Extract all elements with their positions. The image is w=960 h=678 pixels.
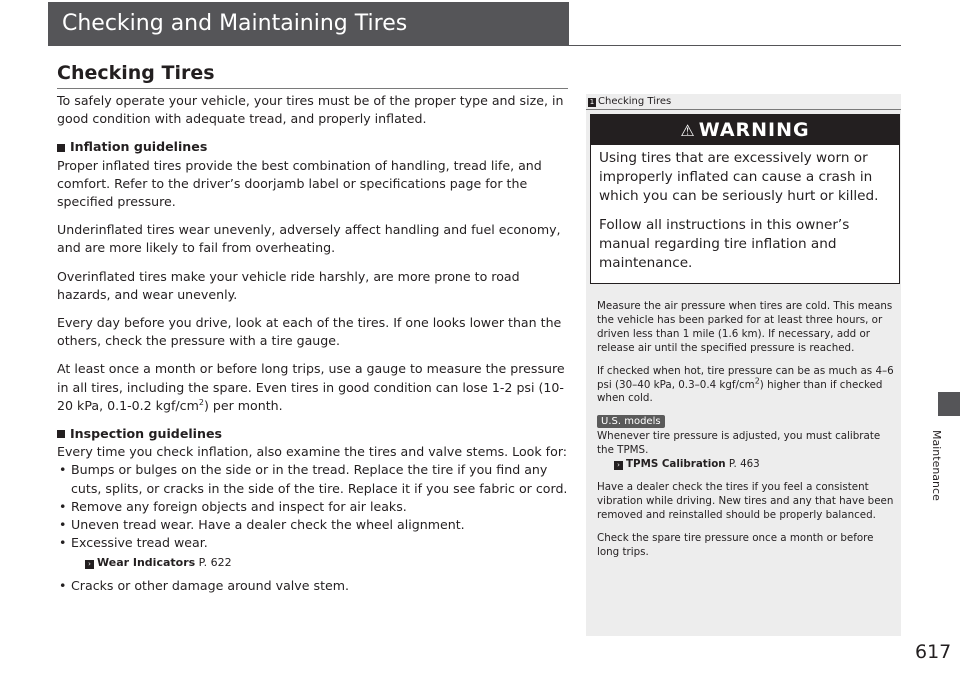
warning-p1: Using tires that are excessively worn or improperly inflated can cause a crash in which you can be seriously hurt or killed. [599, 150, 879, 204]
inflation-p2: Underinflated tires wear unevenly, adversely affect handling and fuel economy, and are more likely to fail from overheating. [57, 222, 561, 256]
section-title: Checking Tires [57, 62, 215, 84]
chapter-title: Checking and Maintaining Tires [62, 11, 408, 36]
note-icon: 1 [589, 97, 595, 106]
side-xref-page: P. 463 [725, 458, 760, 471]
bullet-icon: • [59, 462, 67, 478]
sidebar-rule [586, 109, 901, 110]
inspection-list-continued [57, 577, 572, 595]
sidebar-p5: Check the spare tire pressure once a month or before long trips. [597, 531, 874, 558]
page-number: 617 [915, 641, 952, 663]
bullet-icon: • [59, 577, 67, 593]
inflation-p3: Overinflated tires make your vehicle ride harshly, are more prone to road hazards, and wear unevenly. [57, 268, 520, 302]
chapter-tab-label: Maintenance [930, 430, 943, 501]
inflation-p5-sup: 2 [198, 397, 204, 407]
list-item: • Uneven tread wear. Have a dealer check the wheel alignment. [57, 516, 572, 534]
xref-label: Wear Indicators [97, 556, 196, 570]
xref-page: P. 622 [195, 556, 232, 570]
inflation-p1: Proper inflated tires provide the best combination of handling, tread life, and comfort. Refer to the driver’s doorjamb label or specifications page for the specified pressure. [57, 157, 542, 210]
inflation-p5 [57, 360, 572, 415]
warning-word: WARNING [698, 119, 810, 141]
side-xref-label: TPMS Calibration [626, 458, 726, 471]
inspection-intro: Every time you check inflation, also examine the tires and valve stems. Look for: [57, 444, 568, 460]
section-rule [57, 88, 568, 89]
list-item: • Excessive tread wear. [57, 534, 572, 552]
wear-indicators-link[interactable] [57, 554, 572, 572]
list-item: • Bumps or bulges on the side or in the tread. Replace the tire if you find any cuts, splits, or cracks in the side of the tire. Replace it if you see fabric or cord. [59, 462, 568, 496]
heading-square-icon [57, 144, 65, 152]
sidebar-body [597, 300, 897, 569]
us-models-badge: U.S. models [597, 415, 665, 428]
inflation-heading-text: Inflation guidelines [70, 139, 208, 155]
intro-paragraph: To safely operate your vehicle, your tires must be of the proper type and size, in good condition with adequate tread, and properly inflated. [57, 93, 564, 127]
warning-box [590, 114, 900, 284]
cross-reference-icon: › [614, 461, 623, 470]
inspection-heading-text: Inspection guidelines [70, 426, 222, 442]
bullet-icon: • [59, 517, 67, 533]
warning-body [599, 149, 891, 283]
tpms-calibration-link[interactable] [597, 458, 897, 472]
inflation-heading [57, 138, 572, 156]
main-column [57, 92, 572, 595]
sidebar-header-text: Checking Tires [598, 96, 672, 107]
inflation-p5-post: ) per month. [203, 397, 283, 413]
banner-rule [569, 45, 901, 46]
inflation-p5-pre: At least once a month or before long trips, use a gauge to measure the pressure in all tires, including the spare. Even tires in good condition can lose 1-2 psi (10-20 kPa, 0.1-0.2 kgf/cm [57, 361, 565, 413]
sidebar-p2: If checked when hot, tire pressure can be as much as 4–6 psi (30–40 kPa, 0.3–0.4 kgf/$cm^2$) higher than if checked when cold. [597, 364, 894, 405]
warning-triangle-icon: ⚠ [680, 120, 695, 140]
inspection-list [57, 461, 572, 552]
warning-p2: Follow all instructions in this owner’s manual regarding tire inflation and maintenance. [599, 217, 850, 271]
sidebar-header [588, 96, 671, 108]
inspection-heading [57, 425, 572, 443]
sidebar-p1: Measure the air pressure when tires are cold. This means the vehicle has been parked for at least three hours, or driven less than 1 mile (1.6 km). If necessary, add or release air until the specified pressure is reached. [597, 300, 893, 354]
list-item: • Remove any foreign objects and inspect for air leaks. [57, 498, 572, 516]
list-item: • Cracks or other damage around valve stem. [57, 577, 572, 595]
bullet-icon: • [59, 535, 67, 551]
bullet-icon: • [59, 498, 67, 514]
cross-reference-icon: › [85, 560, 94, 569]
sidebar-p3: Whenever tire pressure is adjusted, you must calibrate the TPMS. [597, 430, 881, 457]
inflation-p4: Every day before you drive, look at each of the tires. If one looks lower than the others, check the pressure with a tire gauge. [57, 315, 562, 349]
heading-square-icon [57, 430, 65, 438]
warning-band [591, 115, 899, 145]
chapter-tab[interactable] [938, 392, 960, 416]
sidebar-p4: Have a dealer check the tires if you feel a consistent vibration while driving. New tires and any that have been removed and reinstalled should be properly balanced. [597, 481, 894, 521]
